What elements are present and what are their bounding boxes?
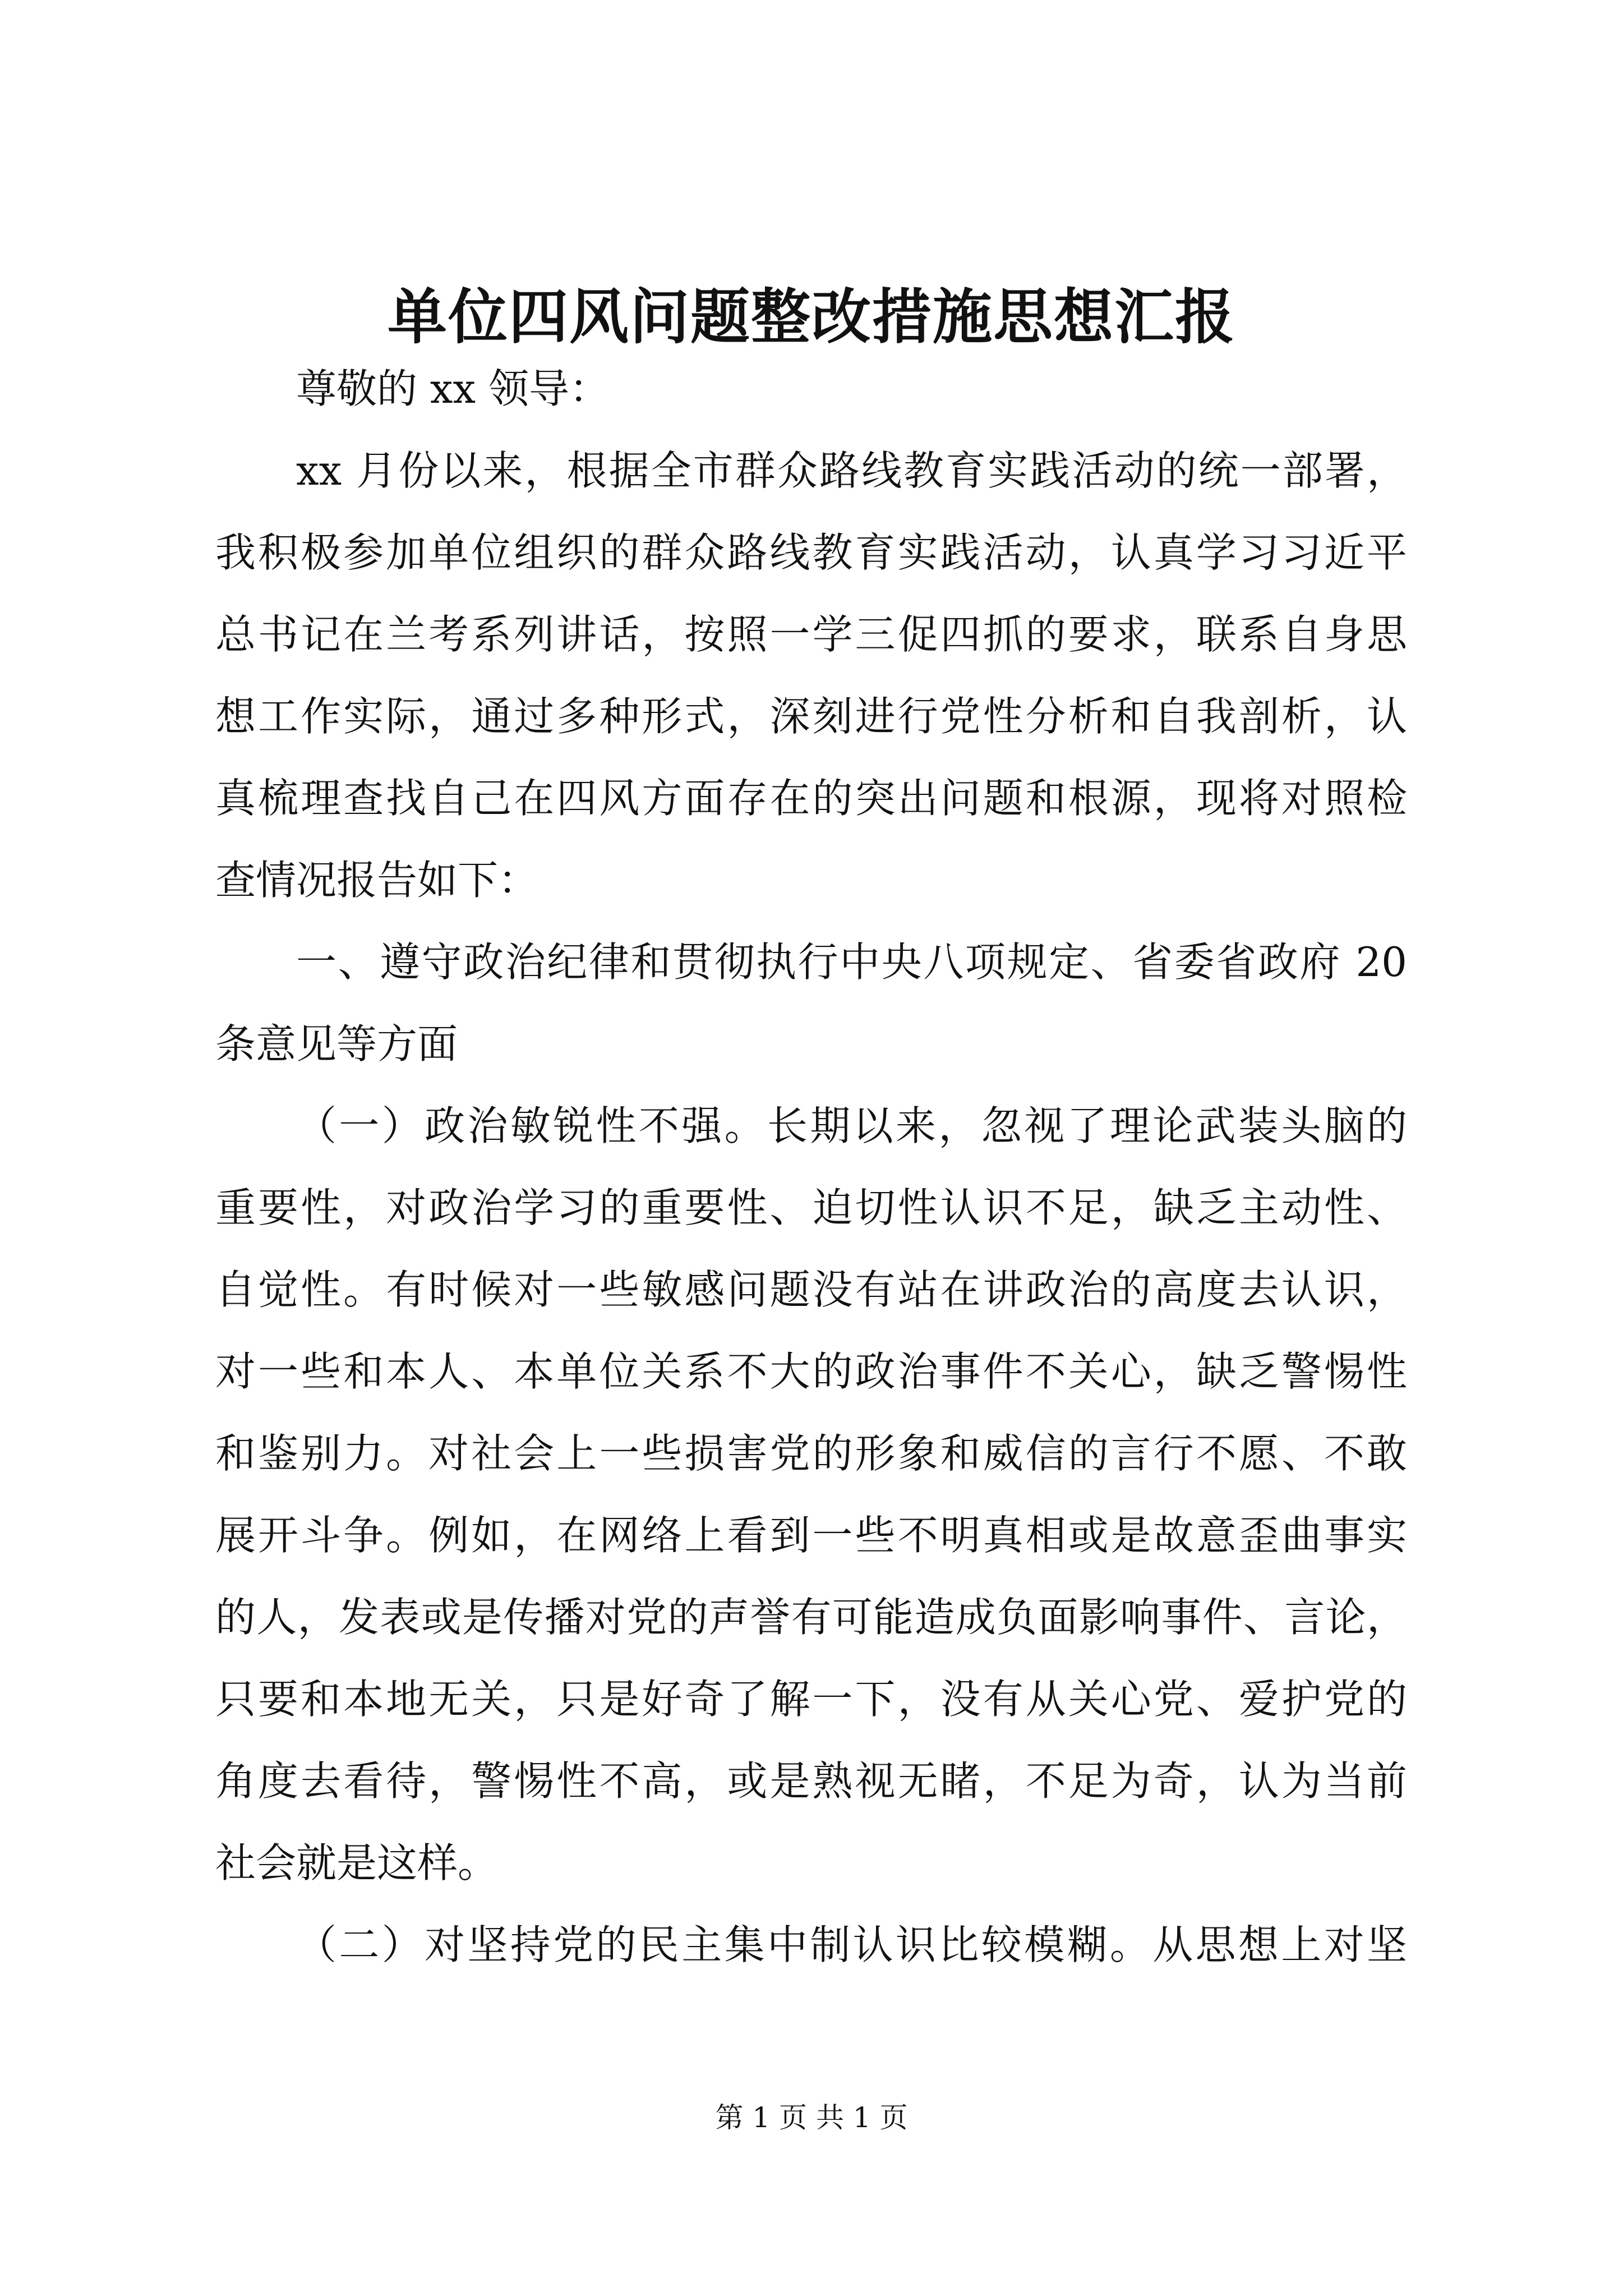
text-line: 真梳理查找自己在四风方面存在的突出问题和根源，现将对照检: [215, 775, 1407, 822]
text-line: 和鉴别力。对社会上一些损害党的形象和威信的言行不愿、不敢: [215, 1430, 1407, 1477]
text-line: 只要和本地无关，只是好奇了解一下，没有从关心党、爱护党的: [215, 1676, 1407, 1723]
text-line: 查情况报告如下：: [215, 857, 539, 904]
document-body: [215, 348, 1407, 1986]
text-line: 的人，发表或是传播对党的声誉有可能造成负面影响事件、言论，: [215, 1594, 1407, 1641]
text-line: 展开斗争。例如，在网络上看到一些不明真相或是故意歪曲事实: [215, 1512, 1407, 1559]
text-line: （二）对坚持党的民主集中制认识比较模糊。从思想上对坚: [296, 1921, 1407, 1968]
text-line: 重要性，对政治学习的重要性、迫切性认识不足，缺乏主动性、: [215, 1184, 1407, 1231]
text-line: 角度去看待，警惕性不高，或是熟视无睹，不足为奇，认为当前: [215, 1757, 1407, 1805]
document-title: 单位四风问题整改措施思想汇报: [388, 282, 1235, 352]
text-line: 尊敬的 xx 领导：: [296, 365, 610, 412]
page-footer: 第 1 页 共 1 页: [715, 2101, 908, 2134]
text-line: （一）政治敏锐性不强。长期以来，忽视了理论武装头脑的: [296, 1102, 1407, 1149]
text-line: 总书记在兰考系列讲话，按照一学三促四抓的要求，联系自身思: [215, 611, 1407, 658]
section-heading-line: 条意见等方面: [215, 1020, 458, 1068]
text-line: 对一些和本人、本单位关系不大的政治事件不关心，缺乏警惕性: [215, 1348, 1407, 1395]
text-line: xx 月份以来，根据全市群众路线教育实践活动的统一部署，: [296, 447, 1407, 494]
section-heading-line: 一、遵守政治纪律和贯彻执行中央八项规定、省委省政府 20: [296, 938, 1407, 986]
text-line: 想工作实际，通过多种形式，深刻进行党性分析和自我剖析，认: [215, 693, 1407, 740]
text-line: 我积极参加单位组织的群众路线教育实践活动，认真学习习近平: [215, 529, 1407, 576]
text-line: 自觉性。有时候对一些敏感问题没有站在讲政治的高度去认识，: [215, 1266, 1407, 1313]
text-line: 社会就是这样。: [215, 1839, 499, 1887]
